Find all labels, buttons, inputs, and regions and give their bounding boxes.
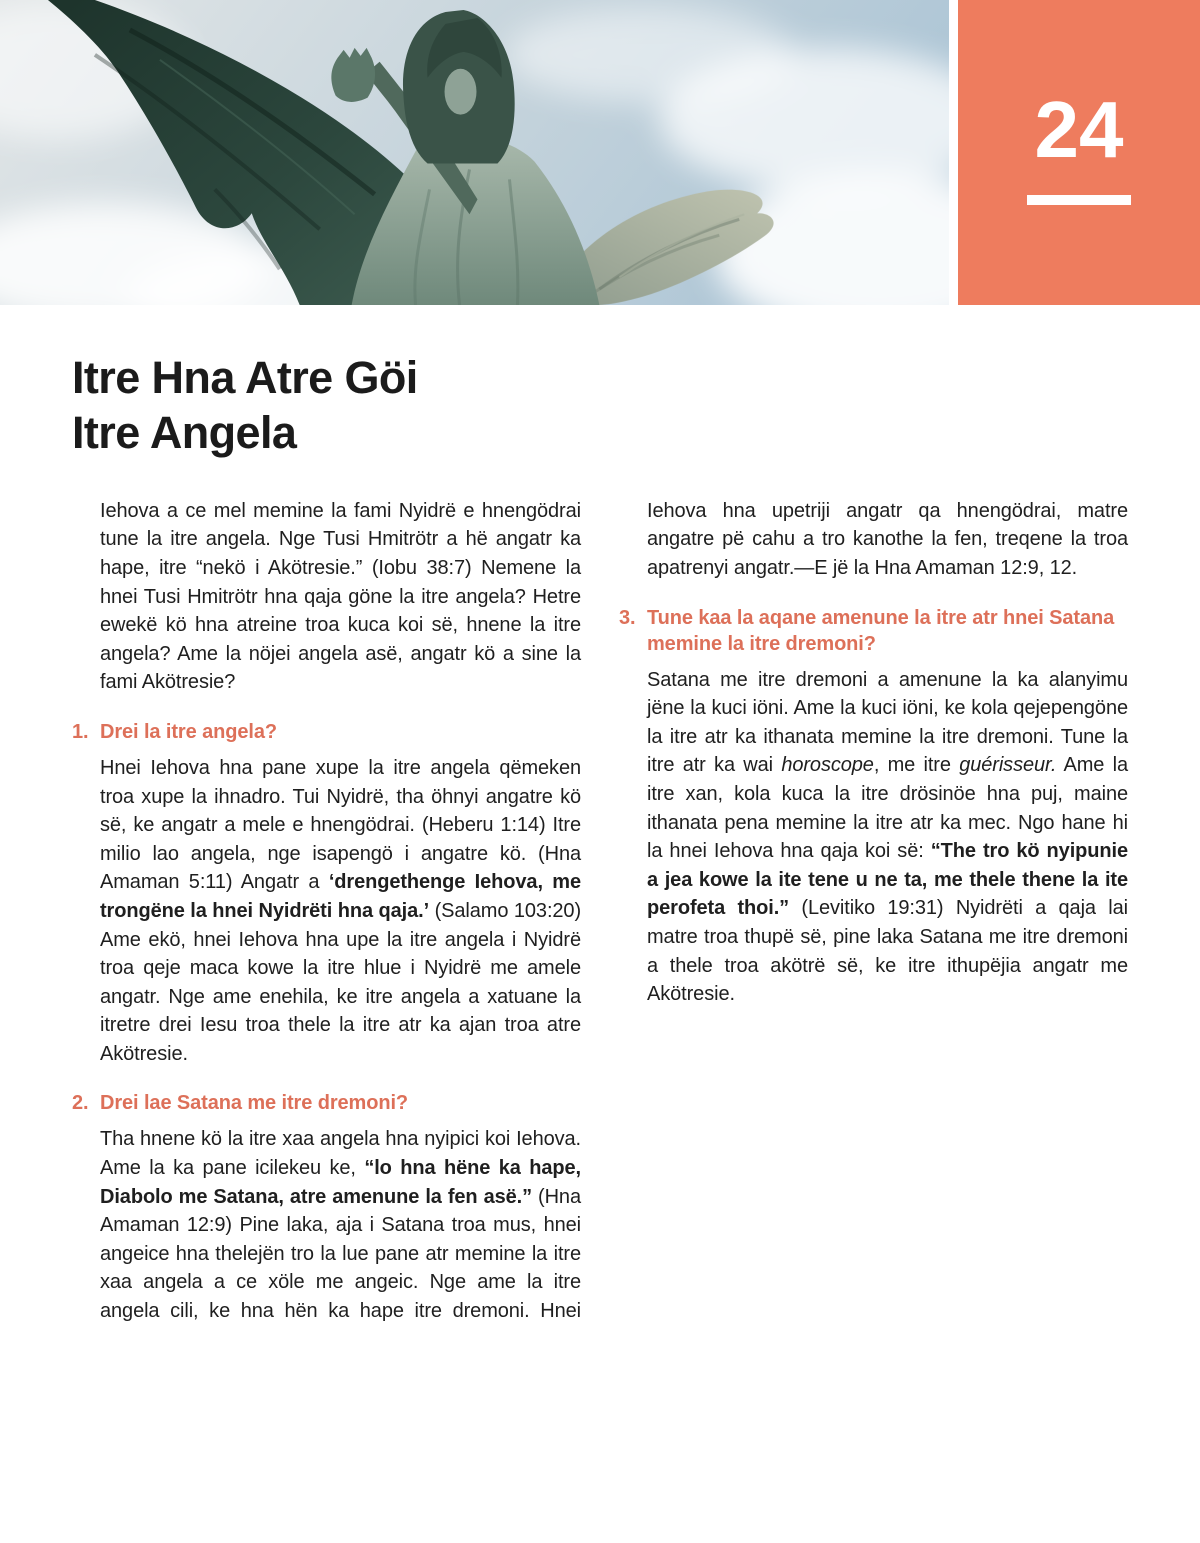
section-3-paragraph: Satana me itre dremoni a amenune la ka alanyimu jëne la kuci iöni. Ame la kuci iöni, ke kola qejepengöne la itre atr ka ithanata memine la itre dremoni. Tune la itre atr ka wai horoscope, me itre guérisseur. Ame la itre xan, kola kuca la itre drösinöe hna puj, maine ithanata pena memine la itre atr ka mec. Ngo hane hi la hnei Iehova hna qaja koi së: “The tro kö nyipunie a jea kowe la ite tene u ne ta, me thele thene la ite perofeta thoi.” (Levitiko 19:31) Nyidrëti a qaja lai matre troa thupë së, pine laka Satana me itre dremoni a thele troa akötrë së, ke itre ithupëjia angatr me Akötresie.: [647, 668, 1129, 1006]
angel-statue-illustration: [0, 0, 949, 305]
question-2-heading: [72, 1090, 581, 1116]
lesson-number-badge: [958, 0, 1200, 305]
lesson-number-underline: [1027, 195, 1131, 205]
question-2-number: 2.: [72, 1092, 89, 1115]
section-2-paragraph: Tha hnene kö la itre xaa angela hna nyipici koi Iehova. Ame la ka pane icilekeu ke, “lo hna hëne ka hape, Diabolo me Satana, atre amenune la fen asë.” (Hna Amaman 12:9) Pine laka, aja i Satana troa mus, hnei angeice hna thelejën tro la lue pane atr memine la itre xaa angela a ce xöle me angeic. Nge ame la itre angela cili, ke hna hën ka hape itre dremoni. Hnei Iehova hna upetriji angatr qa hnengödrai, matre angatre pë cahu a tro kanothe la fen, treqene la troa apatrenyi angatr.—E jë la Hna Amaman 12:9, 12.: [100, 499, 1128, 1323]
page-title: [72, 351, 1128, 461]
page-header: [0, 0, 1200, 305]
lesson-number: 24: [1034, 85, 1124, 174]
question-1-number: 1.: [72, 720, 89, 743]
intro-paragraph: Iehova a ce mel memine la fami Nyidrë e hnengödrai tune la itre angela. Nge Tusi Hmitrötr a hë angatr ka hape, itre “nekö i Akötresie.” (Iobu 38:7) Nemene la hnei Tusi Hmitrötr hna qaja göne la itre angela? Hetre ewekë kö hna atreine troa kuca koi së, hnene la itre angela? Ame la nöjei angela asë, angatr kö a sine la fami Akötresie?: [100, 499, 581, 694]
question-2-text: Drei lae Satana me itre dremoni?: [100, 1092, 409, 1115]
question-3-text: Tune kaa la aqane amenune la itre atr hnei Satana memine la itre dremoni?: [647, 606, 1115, 655]
section-1-paragraph: Hnei Iehova hna pane xupe la itre angela qëmeken troa xupe la ihnadro. Tui Nyidrë, tha öhnyi angatre kö së, ke angatr a mele e hnengödrai. (Heberu 1:14) Itre milio lao angela, nge isapengö i angatre kö. (Hna Amaman 5:11) Angatr a ‘drengethenge Iehova, me trongëne la hnei Nyidrëti hna qaja.’ (Salamo 103:20) Ame ekö, hnei Iehova hna upe la itre angela i Nyidrë troa qeje maca kowe la itre hlue i Nyidrë me amele angatr. Nge ame enehila, ke itre angela a xatuane la itretre drei Iesu troa thele la itre atr ka ajan troa atre Akötresie.: [100, 756, 582, 1065]
lesson-body: [72, 497, 1128, 1345]
question-3-number: 3.: [619, 606, 636, 629]
section-3: [619, 605, 1128, 1009]
question-1-text: Drei la itre angela?: [100, 720, 277, 743]
question-1-heading: [72, 719, 581, 745]
section-1: [72, 719, 581, 1069]
page-title-line-2: Itre Angela: [72, 406, 297, 458]
angel-statue-photo: [0, 0, 949, 305]
page-title-line-1: Itre Hna Atre Göi: [72, 352, 418, 403]
question-3-heading: [619, 605, 1128, 657]
